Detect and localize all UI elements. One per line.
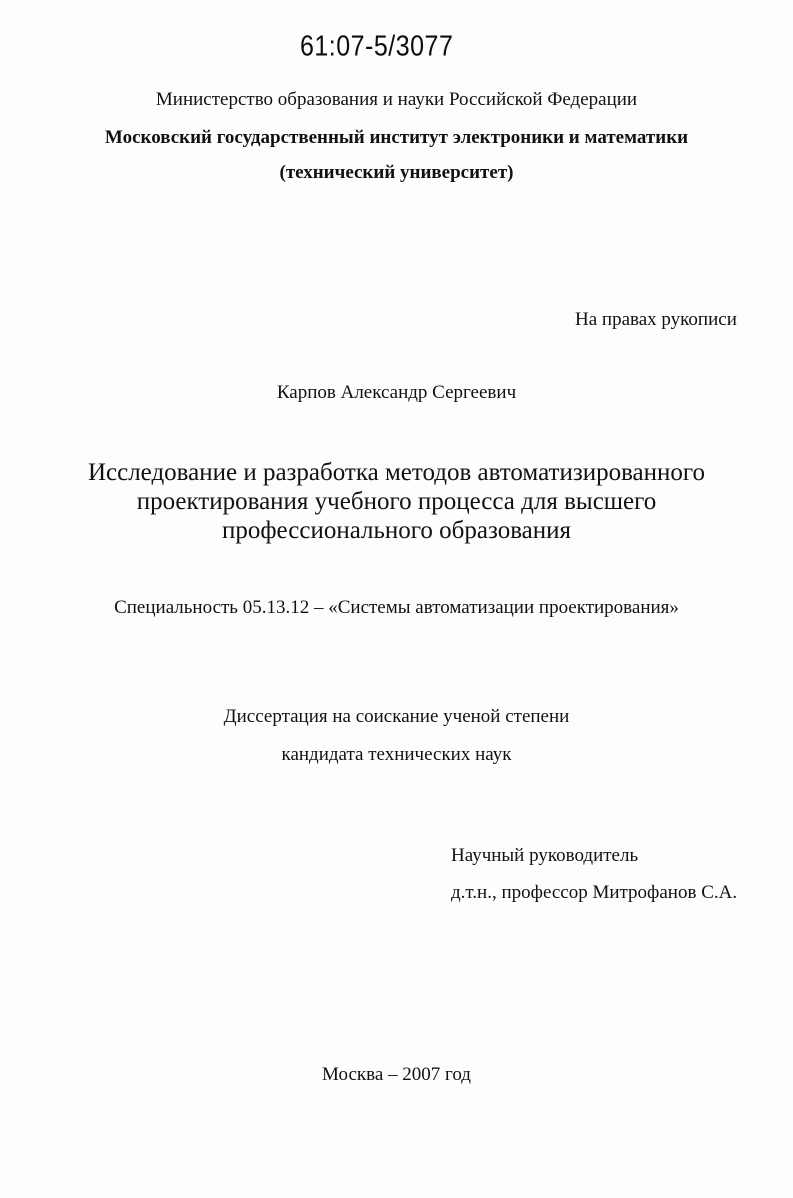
- specialty: Специальность 05.13.12 – «Системы автоматизации проектирования»: [114, 597, 679, 618]
- title-line: Исследование и разработка методов автоматизированного: [87, 459, 706, 486]
- ministry-name: Министерство образования и науки Российской Федерации: [155, 89, 638, 110]
- manuscript-note: На правах рукописи: [575, 309, 737, 330]
- title-line: профессионального образования: [221, 517, 572, 544]
- city-year: Москва – 2007 год: [322, 1064, 471, 1085]
- title-line: проектирования учебного процесса для высшего: [136, 488, 657, 515]
- dissertation-title: [0, 458, 793, 545]
- catalog-code: 61:07-5/3077: [300, 30, 454, 63]
- institute-name: Московский государственный институт электроники и математики: [104, 127, 689, 148]
- supervisor-name: д.т.н., профессор Митрофанов С.А.: [451, 882, 738, 903]
- university-type: (технический университет): [279, 162, 514, 183]
- author-name: Карпов Александр Сергеевич: [276, 382, 517, 403]
- degree: кандидата технических наук: [281, 744, 512, 765]
- dissertation-statement: Диссертация на соискание ученой степени: [223, 706, 570, 727]
- supervisor-title: Научный руководитель: [451, 845, 639, 866]
